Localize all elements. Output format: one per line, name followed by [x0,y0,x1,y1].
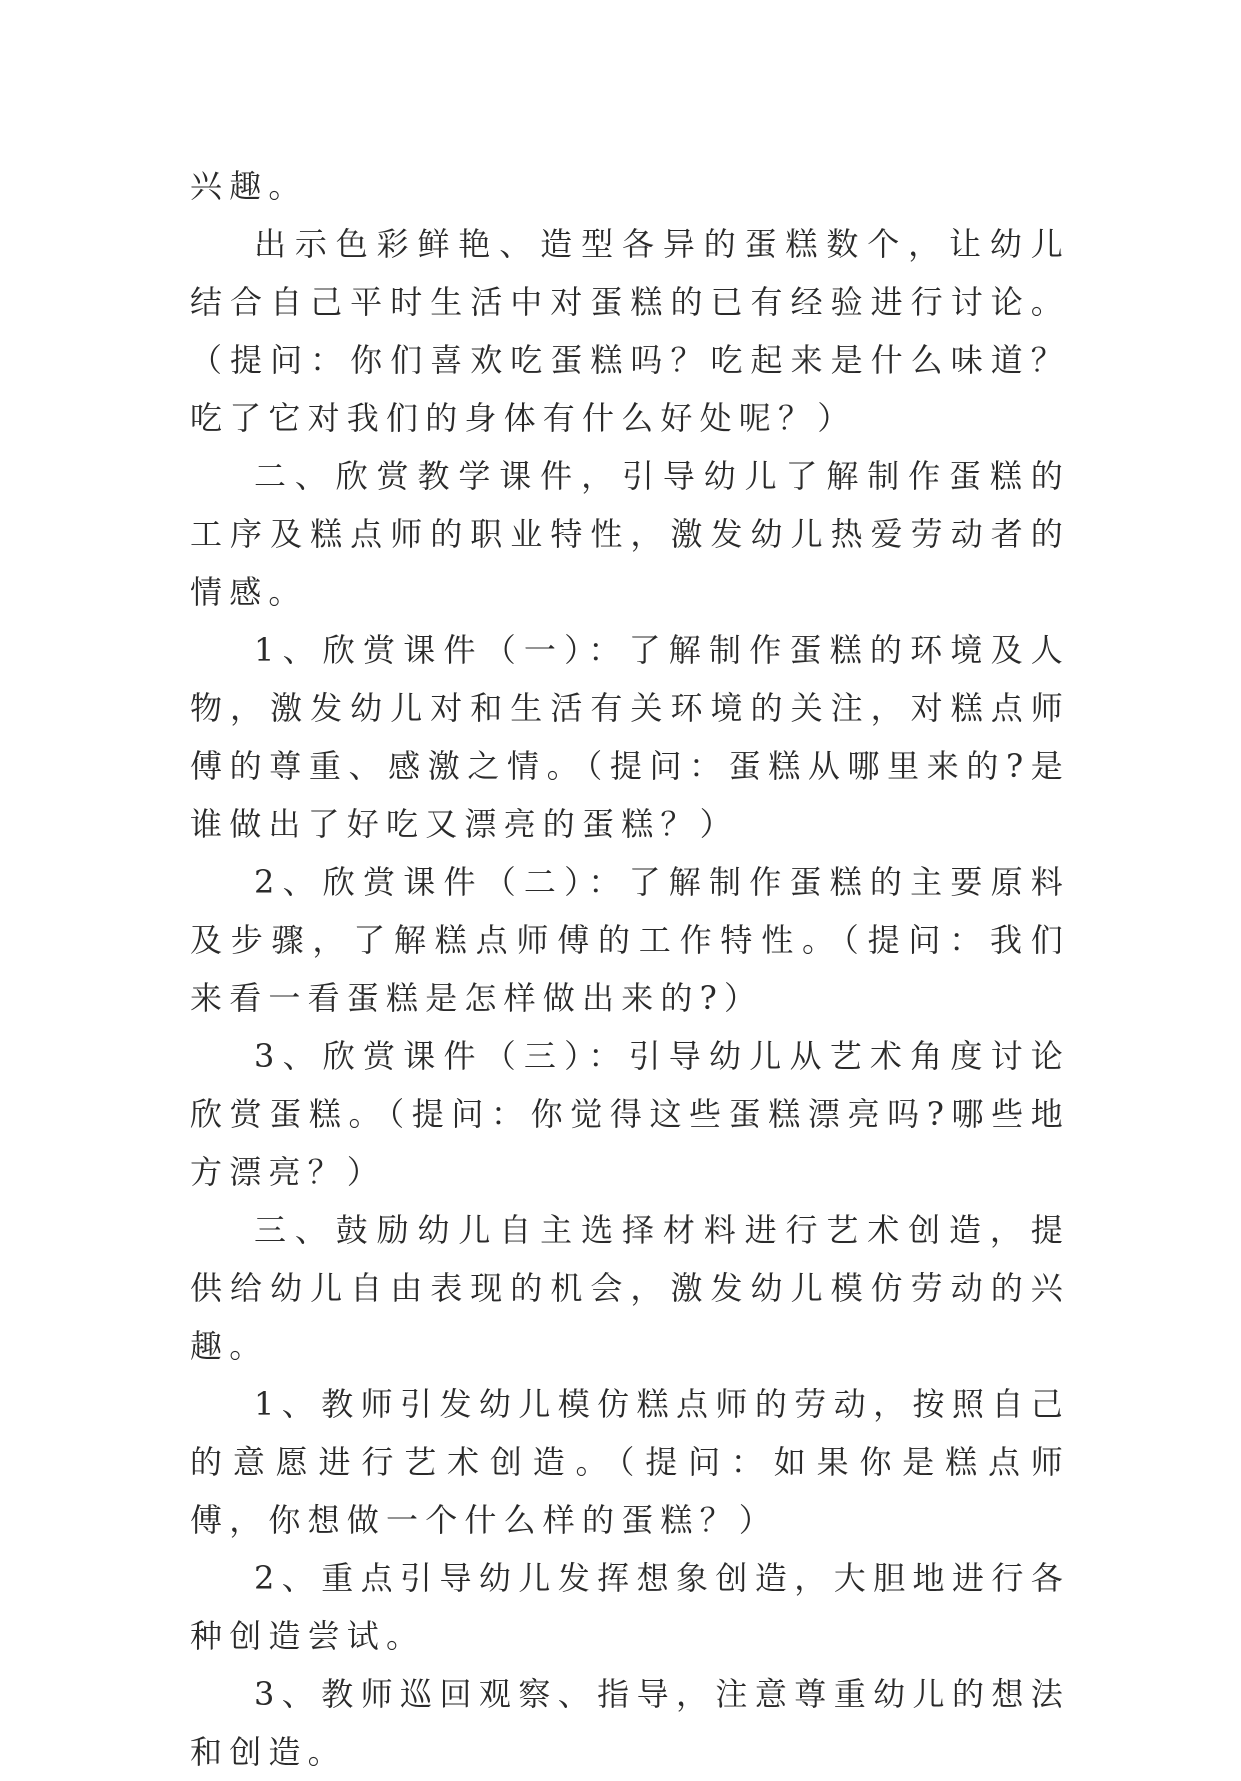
paragraph: 2、欣赏课件（二）：了解制作蛋糕的主要原料及步骤，了解糕点师傅的工作特性。（提问：我们来看一看蛋糕是怎样做出来的?） [190,863,1070,1017]
paragraph: 出示色彩鲜艳、造型各异的蛋糕数个，让幼儿结合自己平时生活中对蛋糕的已有经验进行讨论。（提问：你们喜欢吃蛋糕吗？吃起来是什么味道？吃了它对我们的身体有什么好处呢？） [190,225,1070,437]
paragraph: 三、鼓励幼儿自主选择材料进行艺术创造，提供给幼儿自由表现的机会，激发幼儿模仿劳动的兴趣。 [190,1211,1070,1365]
paragraph: 3、欣赏课件（三）：引导幼儿从艺术角度讨论欣赏蛋糕。（提问：你觉得这些蛋糕漂亮吗?哪些地方漂亮？） [190,1037,1070,1191]
paragraph: 1、欣赏课件（一）：了解制作蛋糕的环境及人物，激发幼儿对和生活有关环境的关注，对糕点师傅的尊重、感激之情。（提问：蛋糕从哪里来的?是谁做出了好吃又漂亮的蛋糕？） [190,631,1070,843]
document-body [190,157,1070,1781]
paragraph: 3、教师巡回观察、指导，注意尊重幼儿的想法和创造。 [190,1675,1070,1771]
paragraph: 2、重点引导幼儿发挥想象创造，大胆地进行各种创造尝试。 [190,1559,1070,1655]
paragraph: 兴趣。 [190,167,308,205]
paragraph: 二、欣赏教学课件，引导幼儿了解制作蛋糕的工序及糕点师的职业特性，激发幼儿热爱劳动者的情感。 [190,457,1070,611]
paragraph: 1、教师引发幼儿模仿糕点师的劳动，按照自己的意愿进行艺术创造。（提问：如果你是糕点师傅，你想做一个什么样的蛋糕？） [190,1385,1070,1539]
